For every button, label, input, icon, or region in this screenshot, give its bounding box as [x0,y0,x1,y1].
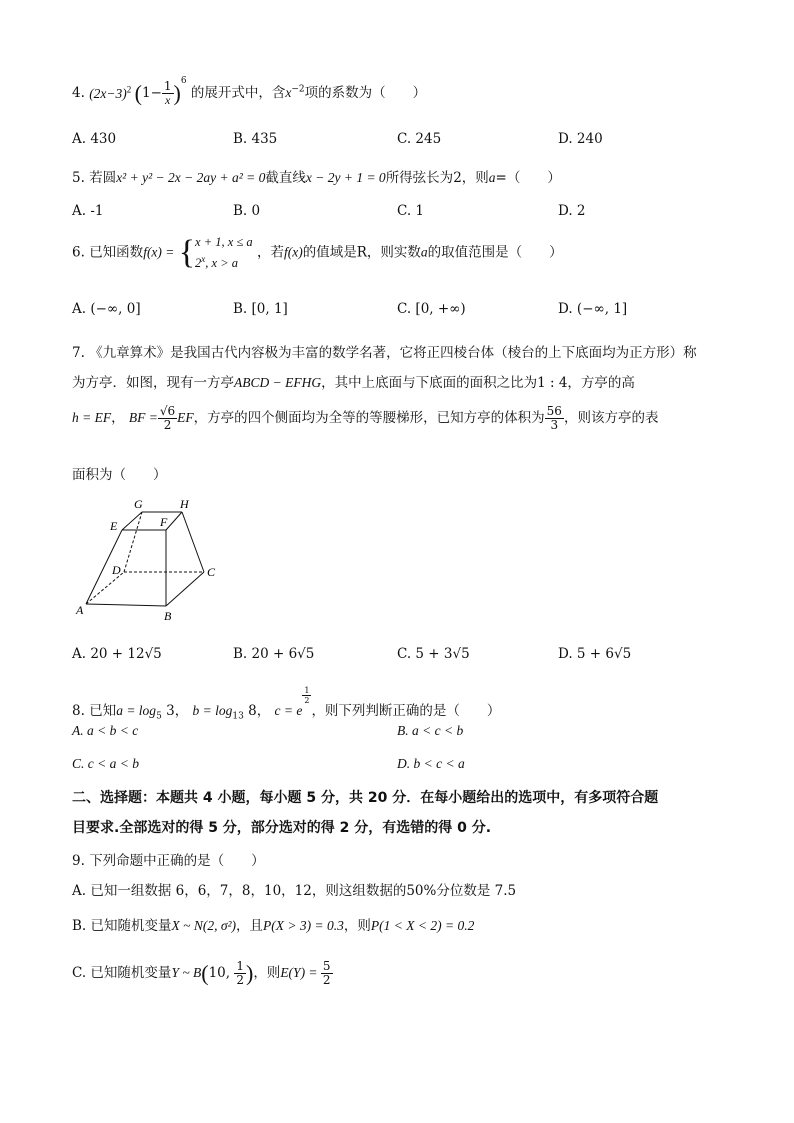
edge-ch [182,512,204,572]
q6-option-d[interactable]: D. (−∞, 1] [558,301,628,317]
q7-option-b[interactable]: B. 20 + 6√5 [233,646,315,662]
q8-stem: 8. 已知$a = \log_5 3$， $b = \log_{13} 8$， c = e $\frac{1}{2}$ ，则下列判断正确的是（ ） [72,686,501,722]
q7-option-a[interactable]: A. 20 + 12√5 [72,646,162,662]
label-d: D [112,563,121,577]
q7-line-3: h = EF， BF = $\frac{√6}{2}$ EF，方亭的四个侧面均为全等的等腰梯形，已知方亭的体积为 $\frac{56}{3}$ ，则该方亭的表 [72,404,659,432]
q8-option-d[interactable]: D. b < c < a [397,756,465,771]
label-h: H [180,497,189,511]
label-f: F [160,515,168,529]
label-a: A [76,603,84,617]
q5-option-b[interactable]: B. 0 [233,203,261,219]
q8-option-a[interactable]: A. a < b < c [72,723,139,738]
q4-number: 4. [72,85,85,101]
edge-fh [166,512,182,530]
q7-option-d[interactable]: D. 5 + 6√5 [558,646,632,662]
label-g: G [134,497,143,511]
q7-line-4: 面积为（ ） [72,467,167,483]
q4-binomial-left: (2x−3) [89,86,127,102]
frustum-figure [72,494,232,624]
q5-circle-equation: x² + y² − 2x − 2ay + a² = 0 [116,170,266,185]
q4-option-b[interactable]: B. 435 [233,131,278,147]
section-2-heading-line-1: 二、选择题：本题共 4 小题，每小题 5 分，共 20 分．在每小题给出的选项中，有多项符合题 [72,790,659,806]
q7-volume-fraction: $\frac{56}{3}$ [546,404,562,432]
q8-option-b[interactable]: B. a < c < b [397,723,464,738]
q5-option-a[interactable]: A. -1 [72,203,104,219]
q7-sqrt6-over-2: $\frac{√6}{2}$ [159,404,176,432]
edge-eg [122,512,142,530]
q8-exponent-fraction: $\frac{1}{2}$ [304,686,310,705]
q7-line-1: 7. 《九章算术》是我国古代内容极为丰富的数学名著，它将正四棱台体（棱台的上下底面均为正方形）称 [72,345,697,361]
q7-line-2: 为方亭．如图，现有一方亭ABCD − EFHG，其中上底面与下底面的面积之比为1 : 4，方亭的高 [72,375,635,391]
edge-bc [166,572,204,606]
q4-stem: 4. $(2x-3)^2$ (1− $\frac{1}{x}$ )$^6$ 的展开式中，含$x^{-2}$项的系数为（ ） [72,76,427,107]
q4-option-d[interactable]: D. 240 [558,131,603,147]
q8-option-c[interactable]: C. c < a < b [72,756,139,771]
edge-dg-hidden [124,512,142,572]
label-e: E [110,519,118,533]
q4-option-a[interactable]: A. 430 [72,131,117,147]
q5-line-equation: x − 2y + 1 = 0 [305,170,386,185]
q9-option-b[interactable]: B. 已知随机变量X ~ N(2, σ²)，且P(X > 3) = 0.3，则P(1 < X < 2) = 0.2 [72,918,475,934]
q6-stem: 6. 已知函数f(x) = { x + 1, x ≤ a 2$^x$, x > a ，若f(x)的值域是R，则实数a的取值范围是（ ） [72,234,563,272]
q4-option-c[interactable]: C. 245 [397,131,442,147]
section-2-heading-line-2: 目要求.全部选对的得 5 分，部分选对的得 2 分，有选错的得 0 分. [72,820,492,836]
q4-fraction: $\frac{1}{x}$ [163,79,172,107]
q9-stem: 9. 下列命题中正确的是（ ） [72,853,265,869]
q9-option-a[interactable]: A. 已知一组数据 6，6，7，8，10，12，则这组数据的50%分位数是 7.5 [72,883,517,899]
label-b: B [164,609,172,623]
q6-piecewise: x + 1, x ≤ a 2$^x$, x > a [195,235,253,271]
label-c: C [207,565,216,579]
edge-ab [86,604,166,606]
q6-piecewise-brace: { [178,234,196,272]
q6-option-c[interactable]: C. [0, +∞) [397,301,466,317]
q9-option-c[interactable]: C. 已知随机变量Y ~ B(10, $\frac{1}{2}$ )，则E(Y) = $\frac{5}{2}$ [72,959,331,987]
q5-option-c[interactable]: C. 1 [397,203,425,219]
q6-option-b[interactable]: B. [0, 1] [233,301,288,317]
q5-option-d[interactable]: D. 2 [558,203,586,219]
q7-option-c[interactable]: C. 5 + 3√5 [397,646,470,662]
q4-one-minus: 1− [141,85,162,101]
q6-option-a[interactable]: A. (−∞, 0] [72,301,141,317]
q5-stem: 5. 若圆x² + y² − 2x − 2ay + a² = 0截直线x − 2y + 1 = 0所得弦长为2，则a=（ ） [72,170,561,186]
